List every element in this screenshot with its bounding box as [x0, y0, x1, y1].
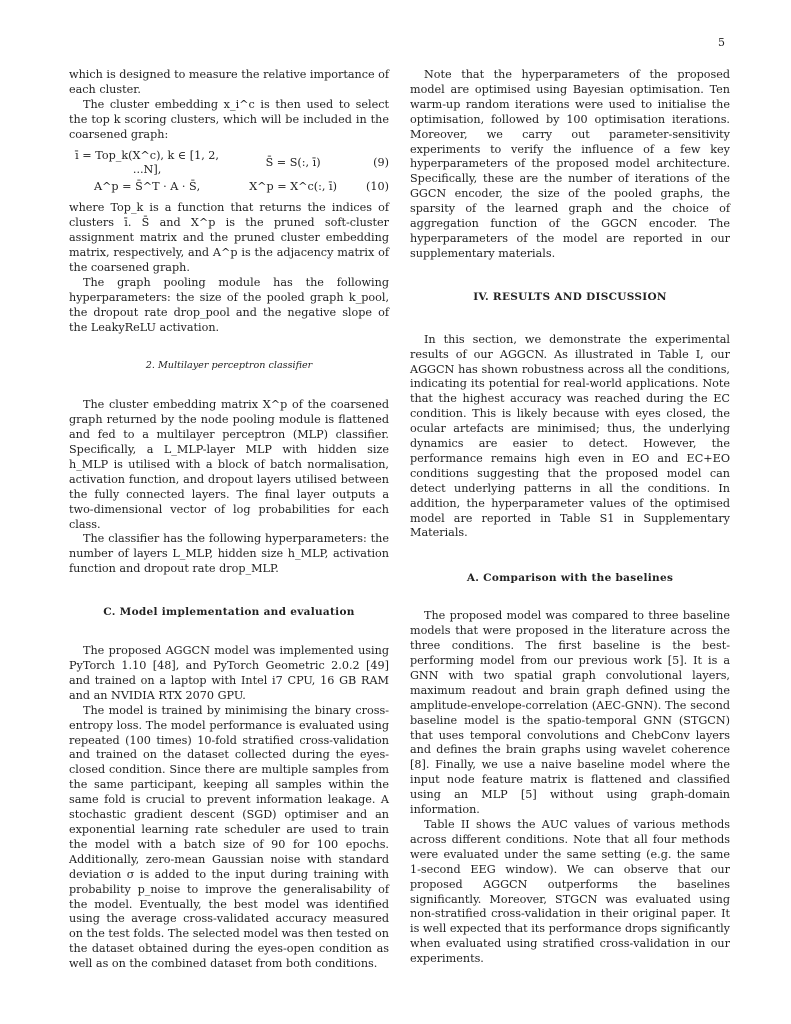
page-number: 5 — [718, 36, 725, 49]
paragraph: The cluster embedding matrix X^p of the coarsened graph returned by the node pooling module is flattened and fed to a multilayer perceptron (MLP) classifier. Specifically, a L_MLP-layer MLP with hidden size h_MLP is utilised with a block of batch normalisation, activation function, and dropout layers utilised between the fully connected layers. The final layer outputs a two-dimensional vector of log probabilities for each class. — [69, 398, 389, 531]
equation-9-right: S̄ = S(:, ī) — [265, 155, 321, 169]
paragraph: Table II shows the AUC values of various methods across different conditions. Note that all four methods were evaluated under the same setting (e.g. the same 1-second EEG window). We can observe that our proposed AGGCN outperforms the baselines significantly. Moreover, STGCN was evaluated using non-stratified cross-validation in their original paper. It is well expected that its performance drops significantly when evaluated using stratified cross-validation in our experiments. — [410, 817, 730, 966]
equation-10-right: X^p = X^c(:, ī) — [249, 180, 337, 194]
subsubsection-heading: 2. Multilayer perceptron classifier — [145, 360, 313, 372]
equation-9-left: ī = Top_k(X^c), k ∈ [1, 2, ...N], — [75, 148, 219, 177]
paragraph: The classifier has the following hyperparameters: the number of layers L_MLP, hidden size h_MLP, activation function and dropout rate drop_MLP. — [69, 532, 389, 576]
paragraph: The proposed AGGCN model was implemented using PyTorch 1.10 [48], and PyTorch Geometric 2.0.2 [49] and trained on a laptop with Intel i7 CPU, 16 GB RAM and an NVIDIA RTX 2070 GPU. — [69, 644, 389, 702]
section-heading: C. Model implementation and evaluation — [103, 606, 355, 619]
section-heading: IV. RESULTS AND DISCUSSION — [473, 290, 667, 303]
right-column — [410, 68, 730, 967]
paragraph: which is designed to measure the relative importance of each cluster. — [69, 68, 390, 96]
paragraph: where Top_k is a function that returns the indices of clusters ī. S̄ and X^p is the pruned soft-cluster assignment matrix and the pruned cluster embedding matrix, respectively, and A^p is the adjacency matrix of the coarsened graph. — [69, 201, 389, 274]
equation-number: (9) — [373, 155, 389, 169]
equation-10-left: A^p = S̄^T · A · S̄, — [93, 180, 201, 194]
equation-number: (10) — [366, 180, 389, 194]
paragraph: In this section, we demonstrate the experimental results of our AGGCN. As illustrated in Table I, our AGGCN has shown robustness across all the conditions, indicating its potential for real-world applications. Note that the highest accuracy was reached during the EC condition. This is likely because with eyes closed, the ocular artefacts are minimised; thus, the underlying dynamics are easier to detect. However, the performance remains high even in EO and EC+EO conditions suggesting that the proposed model can detect underlying patterns in all the conditions. In addition, the hyperparameter values of the optimised model are reported in Table S1 in Supplementary Materials. — [410, 332, 730, 540]
equation-10 — [69, 180, 389, 195]
left-column — [69, 68, 389, 972]
section-heading: A. Comparison with the baselines — [466, 572, 674, 585]
paragraph: The cluster embedding x_i^c is then used to select the top k scoring clusters, which will be included in the coarsened graph: — [69, 97, 389, 141]
paragraph: The proposed model was compared to three baseline models that were proposed in the literature across the three conditions. The first baseline is the best-performing model from our previous work [5]. It is a GNN with two spatial graph convolutional layers, maximum readout and brain graph defined using the amplitude-envelope-correlation (AEC-GNN). The second baseline model is the spatio-temporal GNN (STGCN) that uses temporal convolutions and ChebConv layers and defines the brain graphs using wavelet coherence [8]. Finally, we use a naive baseline model where the input node feature matrix is flattened and classified using an MLP [5] without using graph-domain information. — [410, 609, 730, 817]
paragraph: The graph pooling module has the following hyperparameters: the size of the pooled graph k_pool, the dropout rate drop_pool and the negative slope of the LeakyReLU activation. — [69, 275, 389, 334]
equation-9 — [69, 149, 389, 179]
paragraph: Note that the hyperparameters of the proposed model are optimised using Bayesian optimisation. Ten warm-up random iterations were used to initialise the optimisation, followed by 100 optimisation iterations. Moreover, we carry out parameter-sensitivity experiments to verify the influence of a few key hyperparameters of the proposed model architecture. Specifically, these are the number of iterations of the GGCN encoder, the size of the pooled graphs, the sparsity of the learned graph and the choice of aggregation function of the GGCN encoder. The hyperparameters of the model are reported in our supplementary materials. — [410, 68, 730, 260]
paragraph: The model is trained by minimising the binary cross-entropy loss. The model performance is evaluated using repeated (100 times) 10-fold stratified cross-validation and trained on the dataset collected during the eyes-closed condition. Since there are multiple samples from the same participant, keeping all samples within the same fold is crucial to prevent information leakage. A stochastic gradient descent (SGD) optimiser and an exponential learning rate scheduler are used to train the model with a batch size of 90 for 100 epochs. Additionally, zero-mean Gaussian noise with standard deviation σ is added to the input during training with probability p_noise to improve the generalisability of the model. Eventually, the best model was identified using the average cross-validated accuracy measured on the test folds. The selected model was then tested on the dataset obtained during the eyes-open condition as well as on the combined dataset from both conditions. — [69, 703, 389, 971]
